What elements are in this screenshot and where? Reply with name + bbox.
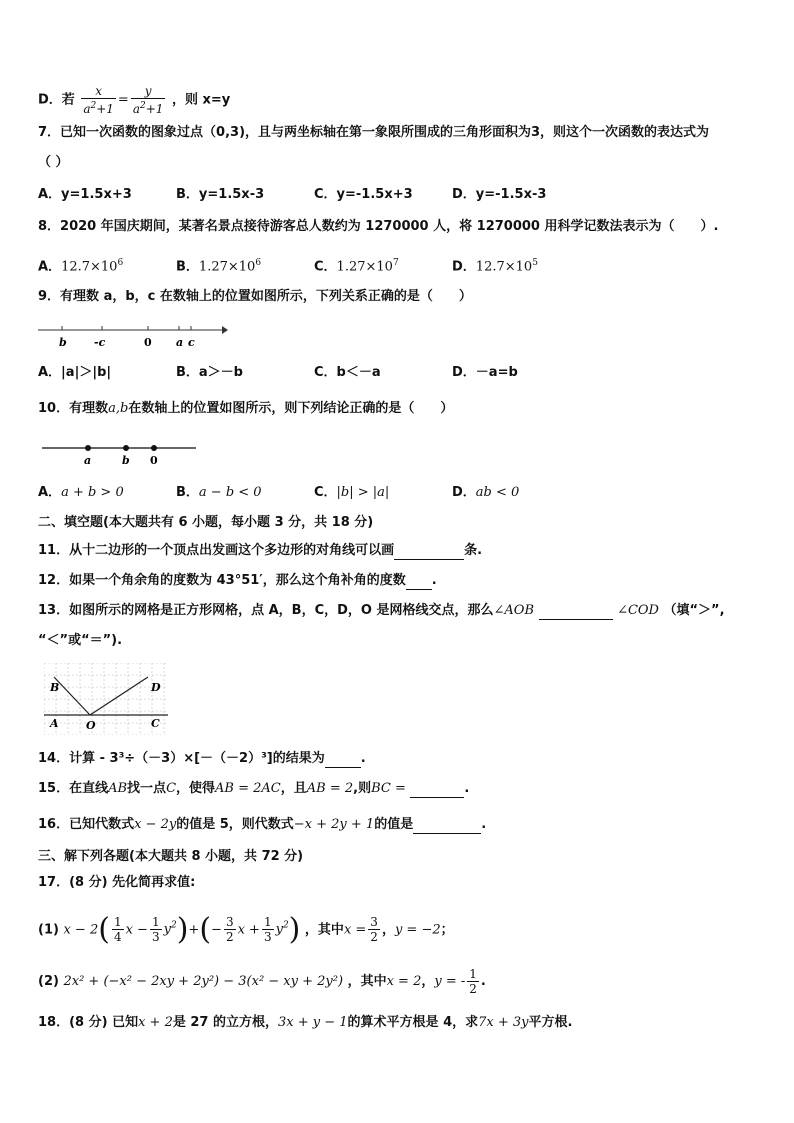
q7-option-b[interactable]: B．y=1.5x-3 <box>176 187 265 202</box>
axis-label-a: a <box>84 454 92 467</box>
q10-number-line <box>40 438 200 468</box>
q7-option-c[interactable]: C．y=-1.5x+3 <box>314 187 413 202</box>
q9-option-a[interactable]: A．|a|＞|b| <box>38 365 112 380</box>
axis-label-a: a <box>176 336 184 349</box>
q15: 15．在直线AB找一点C，使得AB = 2AC，且AB = 2,则BC = . <box>38 781 470 796</box>
q8-option-b[interactable]: B．$1.27\times 10^6$ <box>176 258 262 275</box>
q16: 16．已知代数式x − 2y的值是 5，则代数式−x + 2y + 1的值是 . <box>38 817 487 832</box>
q7-option-d[interactable]: D．y=-1.5x-3 <box>452 187 547 202</box>
axis-label-zero: 0 <box>144 336 152 349</box>
q9-option-c[interactable]: C．b＜－a <box>314 365 381 380</box>
fraction-y: $\frac{y}{a^2+1}$ <box>132 84 164 116</box>
axis-label-neg-c: -c <box>94 336 106 349</box>
section-2-heading: 二、填空题(本大题共有 6 小题，每小题 3 分，共 18 分) <box>38 515 374 530</box>
q12: 12．如果一个角余角的度数为 43°51′，那么这个角补角的度数 . <box>38 573 437 588</box>
q14: 14．计算 - 3³÷（－3）×[－（－2）³]的结果为 . <box>38 751 366 766</box>
q13: 13．如图所示的网格是正方形网格，点 A，B，C，D，O 是网格线交点，那么∠AOB ∠COD （填“＞”, <box>38 603 725 618</box>
q17-part2: (2) 2x² + (−x² − 2xy + 2y²) − 3(x² − xy + 2y²) ，其中x = 2，y = - $\frac{1}{2}$ . <box>38 967 486 996</box>
q15-answer-blank[interactable] <box>410 783 464 798</box>
q10-option-b[interactable]: B．a − b < 0 <box>176 485 262 500</box>
grid-label-a: A <box>50 717 59 730</box>
q8-option-a[interactable]: A．$12.7\times 10^6$ <box>38 258 124 275</box>
q6-d-label: D．若 <box>38 92 75 108</box>
axis-label-b: b <box>122 454 130 467</box>
q17-text: 17．(8 分) 先化简再求值: <box>38 875 196 890</box>
q6-d-tail: ，则 x=y <box>171 92 231 108</box>
axis-label-zero: 0 <box>150 454 158 467</box>
q13-grid-figure <box>44 663 168 735</box>
q11-answer-blank[interactable] <box>394 545 464 560</box>
q16-answer-blank[interactable] <box>413 819 481 834</box>
q7-text: 7．已知一次函数的图象过点（0,3)，且与两坐标轴在第一象限所围成的三角形面积为3，则这个一次函数的表达式为 <box>38 125 710 140</box>
q7-paren: （ ） <box>38 155 69 170</box>
section-3-heading: 三、解下列各题(本大题共 8 小题，共 72 分) <box>38 849 304 864</box>
q10-option-d[interactable]: D．ab < 0 <box>452 485 520 500</box>
grid-label-o: O <box>86 719 96 732</box>
q13-answer-blank[interactable] <box>539 605 613 620</box>
grid-label-c: C <box>151 717 160 730</box>
q10-option-c[interactable]: C．|b| > |a| <box>314 485 390 500</box>
q9-option-d[interactable]: D．－a=b <box>452 365 518 380</box>
q6-option-d: D．若 $\frac{x}{a^2+1}$ = $\frac{y}{a^2+1}$ ，则 x=y <box>38 84 231 116</box>
q18: 18．(8 分) 已知x + 2是 27 的立方根，3x + y − 1的算术平方根是 4，求7x + 3y平方根. <box>38 1015 573 1030</box>
q14-answer-blank[interactable] <box>325 753 361 768</box>
q12-answer-blank[interactable] <box>406 575 432 590</box>
q8-text: 8．2020 年国庆期间，某著名景点接待游客总人数约为 1270000 人，将 1270000 用科学记数法表示为（ ）. <box>38 219 719 234</box>
q9-option-b[interactable]: B．a＞－b <box>176 365 243 380</box>
q8-option-d[interactable]: D．$12.7\times 10^5$ <box>452 258 538 275</box>
axis-label-b: b <box>59 336 67 349</box>
q8-option-c[interactable]: C．$1.27\times 10^7$ <box>314 258 399 275</box>
grid-label-d: D <box>151 681 161 694</box>
q9-number-line <box>36 318 228 350</box>
q9-text: 9．有理数 a，b，c 在数轴上的位置如图所示，下列关系正确的是（ ） <box>38 289 472 304</box>
q11: 11．从十二边形的一个顶点出发画这个多边形的对角线可以画 条. <box>38 543 483 558</box>
q10-option-a[interactable]: A．a + b > 0 <box>38 485 124 500</box>
q10-text: 10．有理数a,b在数轴上的位置如图所示，则下列结论正确的是（ ） <box>38 401 454 416</box>
fraction-x: $\frac{x}{a^2+1}$ <box>83 84 114 116</box>
grid-label-b: B <box>50 681 60 694</box>
q17-part1: (1) x − 2( $\frac{1}{4}$ x − $\frac{1}{3}$ $y^2)+(-$ $\frac{3}{2}$ x + $\frac{1}{3}$ $y^2$) ，其中x = $\frac{3}{2}$ ，y = −2； <box>38 911 454 947</box>
axis-label-c: c <box>188 336 195 349</box>
q13-line2: “＜”或“＝”). <box>38 633 123 648</box>
q7-option-a[interactable]: A．y=1.5x+3 <box>38 187 132 202</box>
